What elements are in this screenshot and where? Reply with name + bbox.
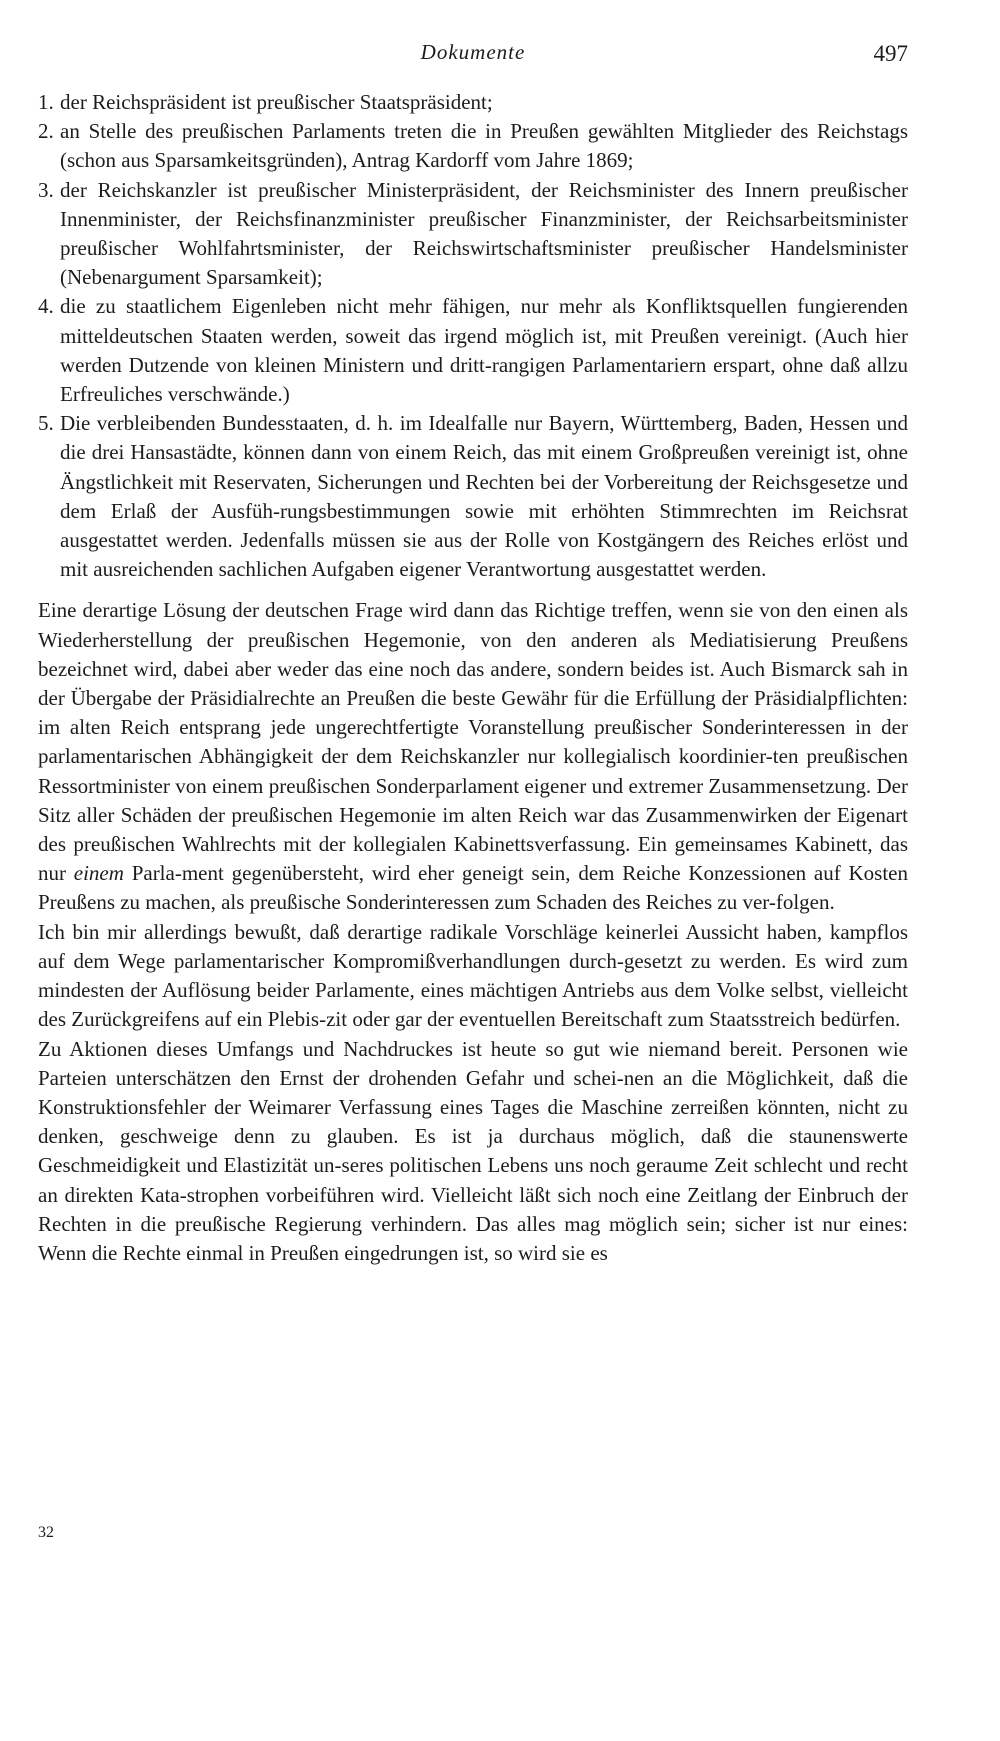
body-text [38,88,908,1268]
list-number: 3. [38,177,54,202]
page-number: 497 [873,41,908,66]
list-item [38,409,908,584]
running-head [38,40,908,74]
running-title: Dokumente [420,40,526,64]
list-number: 4. [38,294,54,319]
numbered-list [38,88,908,584]
list-number: 2. [38,119,54,144]
list-number: 1. [38,90,54,114]
paragraph-solution [38,596,908,917]
paragraph-actions: Zu Aktionen dieses Umfangs und Nachdruckes ist heute so gut wie niemand bereit. Personen wie Parteien unterschätzen den Ernst der drohenden Gefahr und schei-nen an die Möglichkeit, daß die Konstruktionsfehler der Weimarer Verfassung eines Tages die Maschine zerreißen könnten, nicht zu denken, geschweige denn zu glauben. Es ist ja durchaus möglich, daß die staunenswerte Geschmeidigkeit und Elastizität un-seres politischen Lebens uns noch geraume Zeit schlecht und recht an direkten Kata-strophen vorbeiführen wird. Vielleicht läßt sich noch eine Zeitlang der Einbruch der Rechten in die preußische Regierung verhindern. Das alles mag möglich sein; sicher ist nur eines: Wenn die Rechte einmal in Preußen eingedrungen ist, so wird sie es [38,1036,908,1265]
signature-mark: 32 [38,1524,54,1541]
list-text: der Reichspräsident ist preußischer Staatspräsident; [60,90,493,114]
list-item [38,88,908,117]
list-text: Die verbleibenden Bundesstaaten, d. h. im Idealfalle nur Bayern, Württemberg, Baden, Hessen und die drei Hansastädte, können dann von einem Reich, das mit einem Großpreußen vereinigt ist, ohne Ängstlichkeit mit Reservaten, Sicherungen und Rechten bei der Vorbereitung der Reichsgesetze und dem Erlaß der Ausfüh-rungsbestimmungen sowie mit erhöhten Stimmrechten im Reichsrat ausgestattet werden. Jedenfalls müssen sie aus der Rolle von Kostgängern des Reiches erlöst und mit ausreichenden sachlichen Aufgaben eigener Verantwortung ausgestattet werden. [60,411,908,582]
list-text: der Reichskanzler ist preußischer Ministerpräsident, der Reichsminister des Innern preußischer Innenminister, der Reichsfinanzminister preußischer Finanzminister, der Reichsarbeitsminister preußischer Wohlfahrtsminister, der Reichswirtschaftsminister preußischer Handelsminister (Nebenargument Sparsamkeit); [60,177,908,290]
emphasis-text: einem [73,861,124,886]
list-text: an Stelle des preußischen Parlaments treten die in Preußen gewählten Mitglieder des Reichstags (schon aus Sparsamkeitsgründen), Antrag Kardorff vom Jahre 1869; [60,119,908,173]
paragraph-text: Parla-ment gegenübersteht, wird eher geneigt sein, dem Reiche Konzessionen auf Kosten Preußens zu machen, als preußische Sonderinteressen zum Schaden des Reiches zu ver-folgen. [38,861,908,915]
list-number: 5. [38,411,54,436]
list-item [38,117,908,175]
list-item [38,176,908,293]
paragraph-proposals: Ich bin mir allerdings bewußt, daß derartige radikale Vorschläge keinerlei Aussicht haben, kampflos auf dem Wege parlamentarischer Kompromißverhandlungen durch-gesetzt zu werden. Es wird zum mindesten der Auflösung beider Parlamente, eines mächtigen Antriebs aus dem Volke selbst, vielleicht des Zurückgreifens auf ein Plebis-zit oder gar der eventuellen Bereitschaft zum Staatsstreich bedürfen. [38,919,908,1032]
list-item [38,292,908,409]
paragraph-text: Eine derartige Lösung der deutschen Frage wird dann das Richtige treffen, wenn sie von den einen als Wiederherstellung der preußischen Hegemonie, von den anderen als Mediatisierung Preußens bezeichnet wird, dabei aber weder das eine noch das andere, sondern beides ist. Auch Bismarck sah in der Übergabe der Präsidialrechte an Preußen die beste Gewähr für die Erfüllung der Präsidialpflichten: im alten Reich entsprang jede ungerechtfertigte Voranstellung preußischer Sonderinteressen in der parlamentarischen Abhängigkeit der dem Reichskanzler nur kollegialisch koordinier-ten preußischen Ressortminister von einem preußischen Sonderparlament eigener und extremer Zusammensetzung. Der Sitz aller Schäden der preußischen Hegemonie im alten Reich war das Zusammenwirken der Eigenart des preußischen Wahlrechts mit der kollegialen Kabinettsverfassung. Ein gemeinsames Kabinett, das nur [38,598,908,886]
list-text: die zu staatlichem Eigenleben nicht mehr fähigen, nur mehr als Konfliktsquellen fungierenden mitteldeutschen Staaten werden, soweit das irgend möglich ist, mit Preußen vereinigt. (Auch hier werden Dutzende von kleinen Ministern und dritt-rangigen Parlamentariern erspart, ohne daß allzu Erfreuliches verschwände.) [60,294,908,407]
